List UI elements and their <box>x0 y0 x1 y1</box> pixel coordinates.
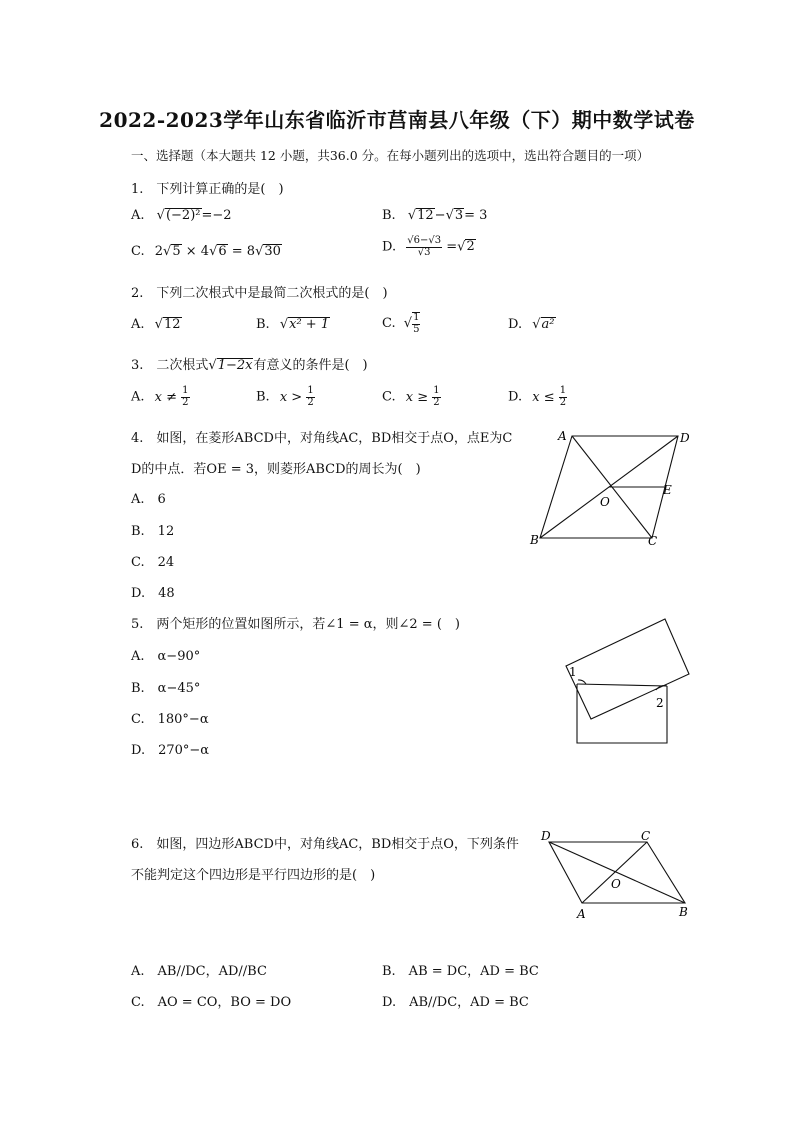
q4-option-b: B. 12 <box>131 524 175 539</box>
q4-label-b: B <box>530 533 539 547</box>
q1-option-b: B. √12−√3= 3 <box>382 208 488 223</box>
q4-label-a: A <box>558 429 567 443</box>
section-heading: 一、选择题（本大题共 12 小题，共36.0 分。在每小题列出的选项中，选出符合题目的一项） <box>131 148 650 163</box>
q3-stem: 3. 二次根式√1−2x有意义的条件是( ) <box>131 358 368 373</box>
q6-option-a: A. AB//DC，AD//BC <box>131 964 267 979</box>
q6-option-c: C. AO = CO，BO = DO <box>131 995 292 1010</box>
q6-quadrilateral-figure <box>535 826 695 922</box>
q4-label-c: C <box>648 534 658 548</box>
q4-option-a: A. 6 <box>131 492 166 507</box>
q4-option-c: C. 24 <box>131 555 175 570</box>
q4-stem-line1: 4. 如图，在菱形ABCD中，对角线AC，BD相交于点O，点E为C <box>131 431 513 446</box>
q4-option-d: D. 48 <box>131 586 175 601</box>
q6-label-b: B <box>679 905 688 919</box>
q4-label-e: E <box>663 483 672 497</box>
q3-option-a: A. x ≠ $\frac{1}{2}$ <box>131 385 189 408</box>
q5-option-d: D. 270°−α <box>131 743 210 758</box>
q5-rectangles-figure <box>560 612 700 752</box>
q5-option-a: A. α−90° <box>131 649 201 664</box>
q4-label-o: O <box>600 495 610 509</box>
q3-option-d: D. x ≤ $\frac{1}{2}$ <box>508 385 567 408</box>
q3-option-b: B. x > $\frac{1}{2}$ <box>256 385 314 408</box>
q6-option-b: B. AB = DC，AD = BC <box>382 964 539 979</box>
q2-option-d: D. √a² <box>508 317 555 332</box>
q6-stem-line1: 6. 如图，四边形ABCD中，对角线AC，BD相交于点O，下列条件 <box>131 837 519 852</box>
q2-stem: 2. 下列二次根式中是最简二次根式的是( ) <box>131 286 388 301</box>
q2-option-a: A. √12 <box>131 317 181 332</box>
q4-rhombus-figure <box>520 420 710 552</box>
q5-option-b: B. α−45° <box>131 681 201 696</box>
exam-title: 2022-2023学年山东省临沂市莒南县八年级（下）期中数学试卷 <box>99 108 695 132</box>
q1-option-c: C. 2√5 × 4√6 = 8√30 <box>131 244 281 259</box>
q4-stem-line2: D的中点．若OE = 3，则菱形ABCD的周长为( ) <box>131 462 421 477</box>
q6-option-d: D. AB//DC，AD = BC <box>382 995 529 1010</box>
q5-stem: 5. 两个矩形的位置如图所示，若∠1 = α，则∠2 = ( ) <box>131 617 460 632</box>
q1-stem: 1. 下列计算正确的是( ) <box>131 182 284 197</box>
q2-option-b: B. √x² + 1 <box>256 317 330 332</box>
q2-option-c: C. √ $\frac{1}{5}$ <box>382 312 420 335</box>
q6-label-a: A <box>577 907 586 921</box>
q5-angle-2-label: 2 <box>656 696 664 710</box>
q1-option-d: D. $\frac{√6-√3}{√3}$ =√2 <box>382 235 475 258</box>
q6-label-d: D <box>541 829 551 843</box>
q3-option-c: C. x ≥ $\frac{1}{2}$ <box>382 385 440 408</box>
q4-label-d: D <box>680 431 690 445</box>
q6-label-c: C <box>641 829 651 843</box>
q6-label-o: O <box>611 877 621 891</box>
q1-option-a: A. √(−2)²=−2 <box>131 208 232 223</box>
q5-option-c: C. 180°−α <box>131 712 209 727</box>
q5-angle-1-label: 1 <box>569 665 577 679</box>
q6-stem-line2: 不能判定这个四边形是平行四边形的是( ) <box>131 868 376 883</box>
